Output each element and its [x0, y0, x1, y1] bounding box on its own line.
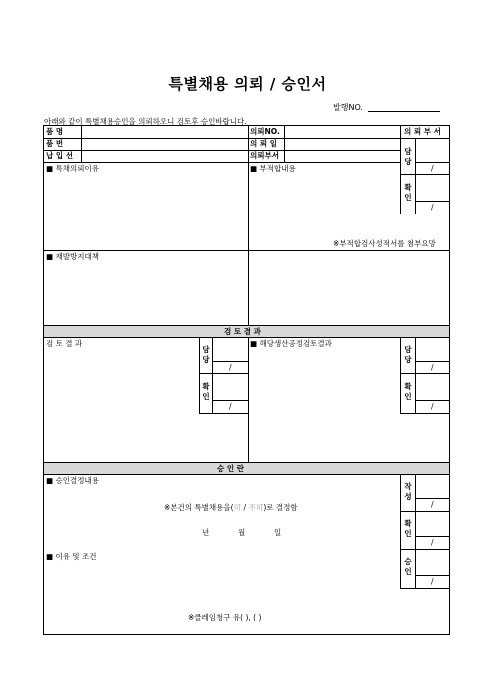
- approval-stamp-approve: 승 인: [404, 557, 412, 576]
- date-month: 월: [238, 528, 246, 537]
- approval-band: [44, 462, 449, 474]
- recurrence-label: ■ 재발방지대책: [46, 252, 99, 261]
- stamp-in-charge-label: 담 당: [404, 147, 412, 166]
- process-stamp-confirm: 확 인: [404, 382, 412, 401]
- attach-note: ※부적합검사성적서를 첨부요망: [333, 239, 436, 248]
- review-result-label: 검 토 결 과: [46, 339, 83, 348]
- request-dept-box-label: 의 뢰 부 서: [404, 127, 441, 136]
- doc-number-label: 발행NO.: [333, 103, 363, 112]
- process-stamp-in-charge: 담 당: [404, 345, 412, 364]
- request-date-label: 의 뢰 일: [250, 139, 277, 148]
- reason-conditions-label: ■ 이유 및 조건: [46, 552, 97, 561]
- approval-stamp-author: 작 성: [404, 482, 412, 501]
- special-reason-label: ■ 특채의뢰이유: [46, 164, 99, 173]
- delivery-line-label: 납 입 선: [46, 151, 73, 160]
- review-stamp-confirm: 확 인: [202, 382, 210, 401]
- process-review-label: ■ 해당생산공정검토결과: [250, 339, 332, 348]
- approval-band-label: 승 인 란: [217, 464, 244, 473]
- page-title: 특별채용 의뢰 / 승인서: [168, 75, 327, 93]
- product-no-label: 품 번: [46, 139, 64, 148]
- approval-content-label: ■ 승인결정내용: [46, 476, 99, 485]
- decision-statement: ※본건의 특별채용을(可 / 不可)로 결정함: [164, 503, 298, 512]
- product-name-label: 품 명: [46, 127, 64, 136]
- date-day: 일: [274, 528, 282, 537]
- request-no-label: 의뢰NO.: [250, 127, 280, 136]
- request-form: 품 명 품 번 납 입 선 의뢰NO. 의 뢰 일 의뢰부서 의 뢰 부 서 담 당 / 확 인 / ■ 특채의뢰이유 ■ 부적합내용 ※부적합검사성적서를 첨부요망 ■ 재발방지대책 검 토 결 과 검 토 결 과 ■ 해당생산공정검토결과 담 당 / 확 인 / 담 당 / 확 인 / 승 인 란 ■ 승인결정내용 ※본건의 특별채용을(可 / 不可)로 결정함 년 월 일 ■ 이유 및 조건 ※클레임청구 유( ), ( ) 작 성 / 확 인 / 승 인 /: [43, 125, 450, 635]
- nonconforming-label: ■ 부적합내용: [250, 164, 296, 173]
- request-dept-label: 의뢰부서: [250, 151, 279, 160]
- review-stamp-in-charge: 담 당: [202, 345, 210, 364]
- doc-number-field[interactable]: [368, 111, 440, 112]
- date-year: 년: [202, 528, 210, 537]
- intro-text: 아래와 같이 특별채용승인을 의뢰하오니 검토후 승인바랍니다.: [44, 117, 247, 126]
- review-band-label: 검 토 결 과: [224, 327, 261, 336]
- claim-note: ※클레임청구 유( ), ( ): [188, 613, 262, 622]
- stamp-confirm-label: 확 인: [404, 183, 412, 202]
- approval-stamp-confirm: 확 인: [404, 519, 412, 538]
